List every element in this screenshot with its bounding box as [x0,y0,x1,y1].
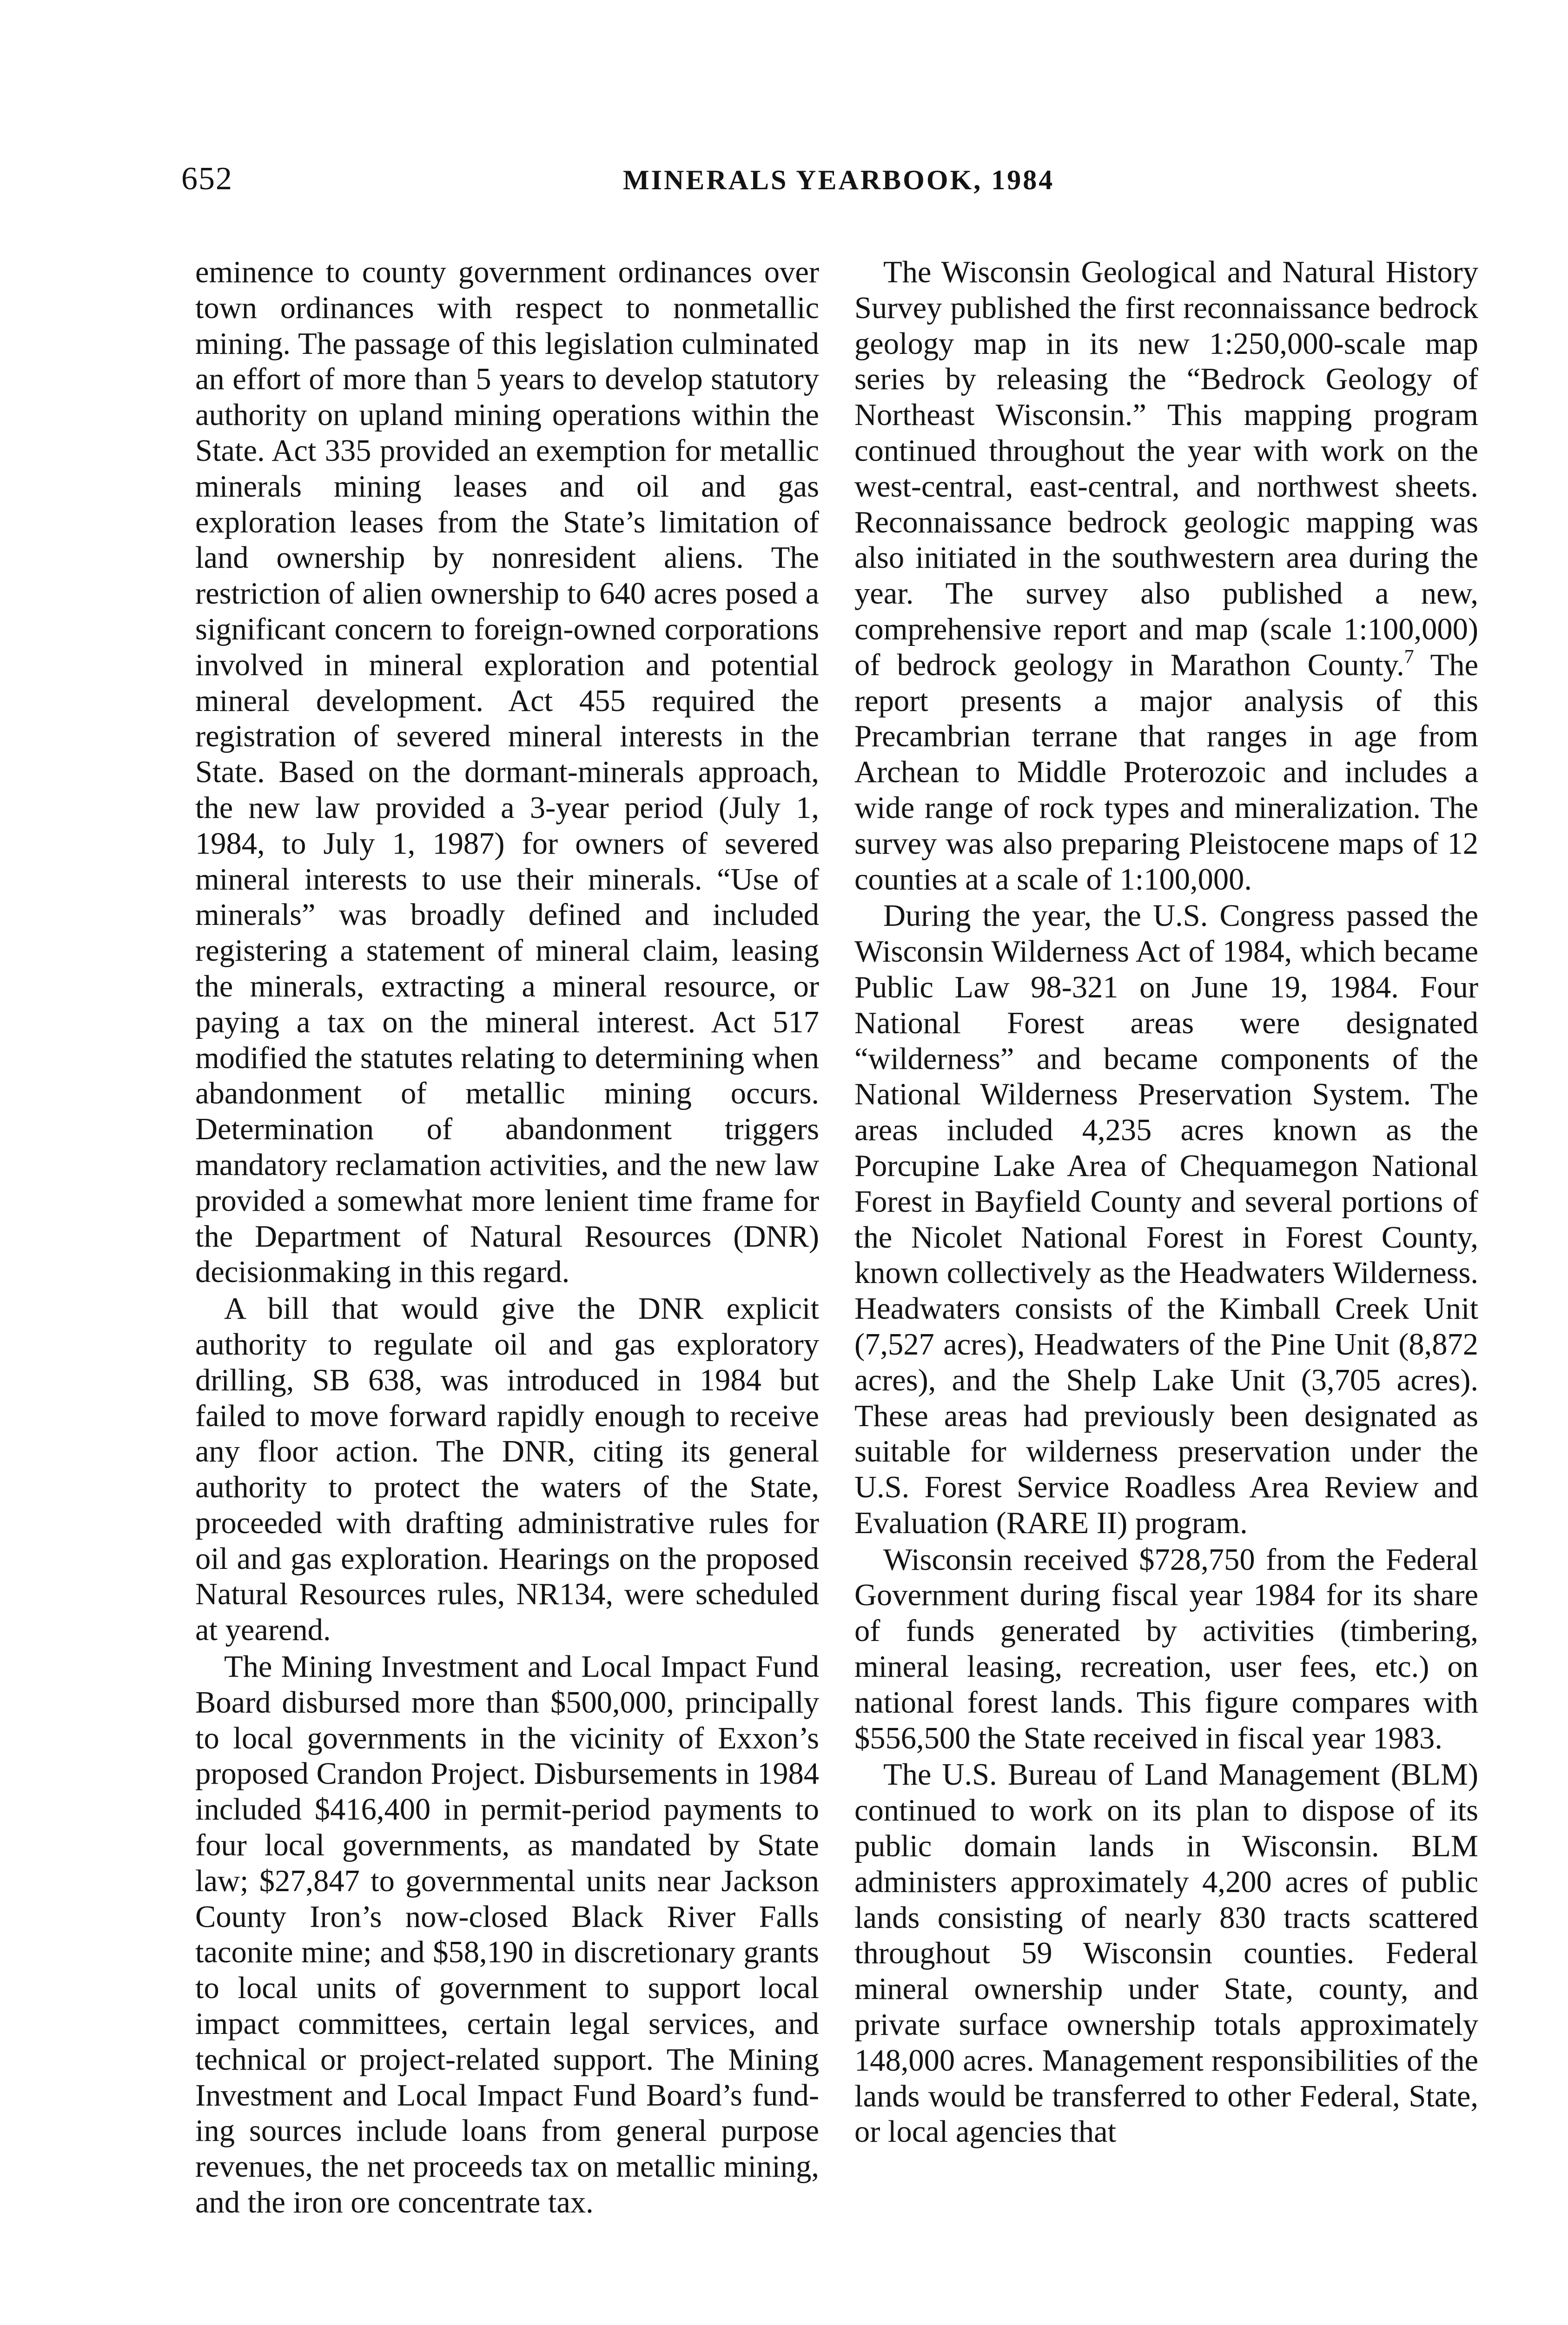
footnote-marker: 7 [1404,646,1414,668]
paragraph: During the year, the U.S. Congress passed the Wisconsin Wilderness Act of 1984, which became Public Law 98-321 on June 19, 1984. Four National Forest areas were designated “wilderness” and became components of the National Wilderness Preservation System. The areas included 4,235 acres known as the Porcupine Lake Area of Chequamegon National Forest in Bayfield County and several portions of the Nicolet National Forest in Forest County, known collectively as the Headwaters Wilderness. Headwaters consists of the Kimball Creek Unit (7,527 acres), Headwaters of the Pine Unit (8,872 acres), and the Shelp Lake Unit (3,705 acres). These areas had previously been designated as suitable for wilderness preservation under the U.S. Forest Service Roadless Area Review and Evaluation (RARE II) program. [854,899,1478,1540]
paragraph: A bill that would give the DNR explicit authority to regulate oil and gas exploratory drilling, SB 638, was introduced in 1984 but failed to move forward rapidly enough to receive any floor action. The DNR, citing its general authority to protect the waters of the State, proceeded with drafting administrative rules for oil and gas exploration. Hearings on the proposed Natural Resources rules, NR134, were scheduled at yearend. [195,1292,819,1647]
paragraph: The U.S. Bureau of Land Management (BLM) continued to work on its plan to dispose of its public domain lands in Wisconsin. BLM administers approximately 4,200 acres of public lands consisting of nearly 830 tracts scattered throughout 59 Wisconsin counties. Federal mineral ownership under State, county, and private surface ownership totals approximately 148,000 acres. Management responsibilities of the lands would be transferred to other Federal, State, or local agencies that [854,1758,1478,2149]
running-header [181,160,1111,202]
paragraph: Wisconsin received $728,750 from the Federal Government during fiscal year 1984 for its share of funds generated by activities (timbering, mineral leasing, recreation, user fees, etc.) on national forest lands. This figure compares with $556,500 the State received in fiscal year 1983. [854,1542,1478,1755]
page-number: 652 [181,161,233,197]
paragraph: The Mining Investment and Local Impact Fund Board disbursed more than $500,000, principally to local governments in the vicinity of Exxon’s proposed Crandon Project. Disbursements in 1984 included $416,400 in permit-period payments to four local governments, as mandated by State law; $27,847 to governmental units near Jackson County Iron’s now-closed Black River Falls taconite mine; and $58,190 in discretionary grants to local units of government to support local impact committees, certain legal services, and technical or project-related support. The Mining Investment and Local Impact Fund Board’s funding sources include loans from general purpose revenues, the net proceeds tax on metallic mining, and the iron ore concentrate tax. [195,1650,819,2220]
paragraph [854,255,1478,897]
left-column [195,255,819,2325]
running-title: MINERALS YEARBOOK, 1984 [623,165,1055,195]
paragraph-text: The Wisconsin Geological and Natural History Survey published the first reconnaissance bedrock geology map in its new 1:250,000-scale map series by releasing the “Bedrock Geology of Northeast Wisconsin.” This mapping program continued throughout the year with work on the west-central, east-central, and northwest sheets. Reconnaissance bedrock geologic mapping was also initiated in the southwestern area during the year. The survey also published a new, comprehensive report and map (scale 1:100,000) of bedrock geology in Marathon County. [854,255,1478,682]
paragraph: eminence to county government ordinances over town ordinances with respect to nonmetallic mining. The passage of this legislation culminated an effort of more than 5 years to develop statutory authority on upland mining operations within the State. Act 335 provided an exemption for metallic minerals mining leases and oil and gas exploration leases from the State’s limitation of land ownership by nonresident aliens. The restriction of alien ownership to 640 acres posed a significant concern to foreign-owned corporations involved in mineral exploration and potential mineral development. Act 455 required the registration of severed mineral interests in the State. Based on the dormant-minerals approach, the new law provided a 3-year period (July 1, 1984, to July 1, 1987) for owners of severed mineral interests to use their minerals. “Use of minerals” was broadly defined and included registering a statement of mineral claim, leasing the minerals, extracting a mineral resource, or paying a tax on the mineral interest. Act 517 modified the statutes relating to determining when abandonment of metallic mining occurs. Determination of abandonment triggers mandatory reclamation activities, and the new law provided a somewhat more lenient time frame for the Department of Natural Resources (DNR) decisionmaking in this regard. [195,255,819,1289]
right-column [854,255,1478,2325]
paragraph-text: The report presents a major analysis of this Precambrian terrane that ranges in age from Archean to Middle Proterozoic and includes a wide range of rock types and mineralization. The survey was also preparing Pleistocene maps of 12 counties at a scale of 1:100,000. [854,648,1478,897]
